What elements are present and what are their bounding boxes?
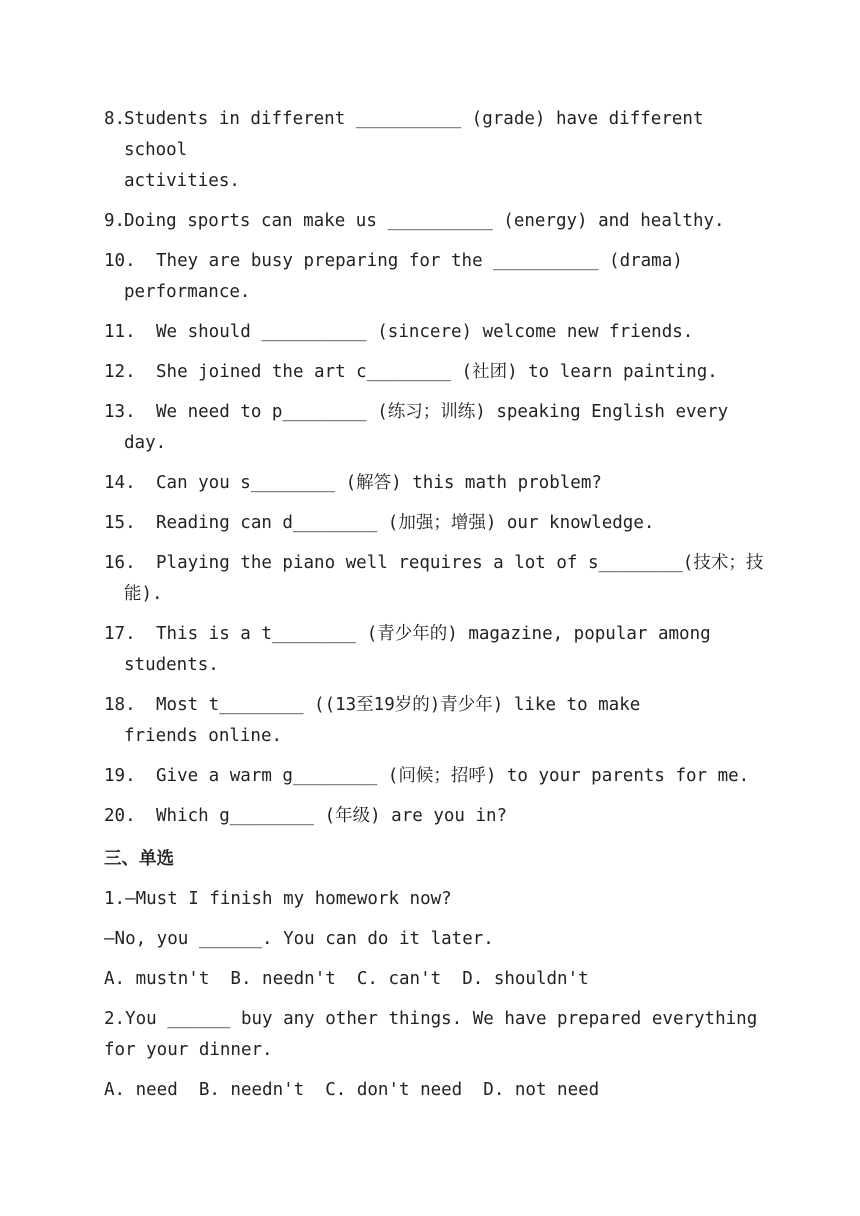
question-continuation: activities. <box>124 171 240 191</box>
question-number: 10. <box>104 251 136 271</box>
question-number: 17. <box>104 624 136 644</box>
question-text: They are busy preparing for the __________ (drama) <box>156 251 683 271</box>
question-14 <box>104 468 764 499</box>
mc-question-2-options: A. need B. needn't C. don't need D. not need <box>104 1080 600 1100</box>
question-text: This is a t________ (青少年的) magazine, popular among <box>156 624 711 644</box>
mc-question-1-options: A. mustn't B. needn't C. can't D. shouldn't <box>104 969 589 989</box>
question-10 <box>104 246 764 308</box>
question-number: 18. <box>104 695 136 715</box>
question-text: Playing the piano well requires a lot of s________(技术；技 <box>156 553 764 573</box>
question-text: Can you s________ (解答) this math problem? <box>156 473 602 493</box>
question-number: 11. <box>104 322 136 342</box>
worksheet-page <box>104 104 764 1115</box>
mc-question-1-prompt: 1.—Must I finish my homework now? <box>104 889 452 909</box>
question-number: 20. <box>104 806 136 826</box>
question-number: 8. <box>104 109 126 129</box>
question-text: We should __________ (sincere) welcome new friends. <box>156 322 694 342</box>
question-text: Give a warm g________ (问候；招呼) to your parents for me. <box>156 766 750 786</box>
question-number: 19. <box>104 766 136 786</box>
question-text: Students in different __________ (grade) have different school <box>124 109 704 160</box>
question-number: 15. <box>104 513 136 533</box>
mc-question-2-prompt: 2.You ______ buy any other things. We have prepared everything <box>104 1009 758 1029</box>
question-number: 16. <box>104 553 136 573</box>
mc-question-2-prompt-continuation: for your dinner. <box>104 1040 273 1060</box>
question-12 <box>104 357 764 388</box>
question-8 <box>104 104 764 197</box>
question-16 <box>104 548 764 610</box>
question-continuation: friends online. <box>124 726 283 746</box>
question-continuation: 能). <box>124 584 163 604</box>
question-9 <box>104 206 764 237</box>
question-13 <box>104 397 764 459</box>
question-text: Reading can d________ (加强；增强) our knowledge. <box>156 513 655 533</box>
question-11 <box>104 317 764 348</box>
question-number: 14. <box>104 473 136 493</box>
question-number: 12. <box>104 362 136 382</box>
mc-question-1-response: —No, you ______. You can do it later. <box>104 929 494 949</box>
question-number: 9. <box>104 211 126 231</box>
section-title: 三、单选 <box>104 849 174 869</box>
question-continuation: students. <box>124 655 219 675</box>
question-text: We need to p________ (练习；训练) speaking English every <box>156 402 729 422</box>
question-20 <box>104 801 764 832</box>
question-19 <box>104 761 764 792</box>
question-text: Most t________ ((13至19岁的)青少年) like to make <box>156 695 641 715</box>
question-text: She joined the art c________ (社团) to learn painting. <box>156 362 718 382</box>
question-continuation: day. <box>124 433 167 453</box>
question-text: Doing sports can make us __________ (energy) and healthy. <box>124 211 725 231</box>
question-continuation: performance. <box>124 282 251 302</box>
question-18 <box>104 690 764 752</box>
question-17 <box>104 619 764 681</box>
question-text: Which g________ (年级) are you in? <box>156 806 508 826</box>
question-number: 13. <box>104 402 136 422</box>
question-15 <box>104 508 764 539</box>
